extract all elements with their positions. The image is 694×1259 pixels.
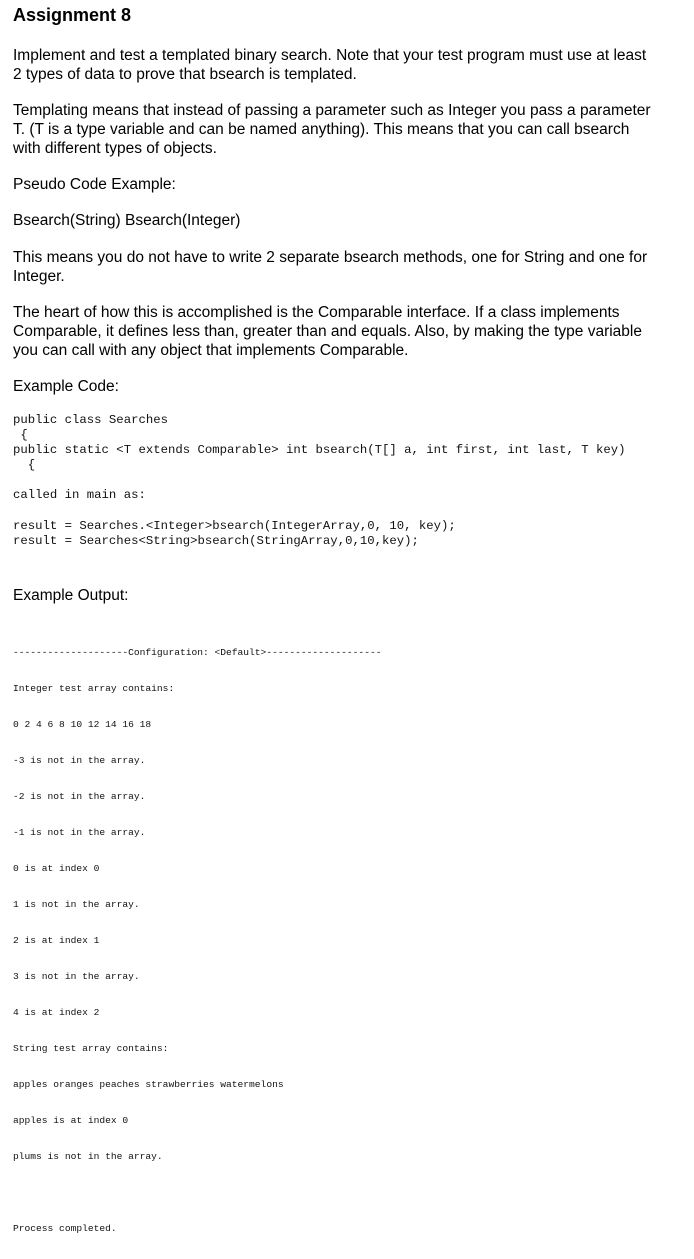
text-line: Templating means that instead of passing a parameter such as Integer you pass a parameter	[13, 102, 651, 119]
example-output-heading	[13, 586, 683, 605]
output-line: -1 is not in the array.	[13, 827, 146, 838]
called-in-main-label: called in main as:	[13, 488, 146, 502]
example-code-heading	[13, 377, 683, 396]
output-line: 1 is not in the array.	[13, 899, 140, 910]
code-line: public class Searches	[13, 413, 168, 427]
page-title: Assignment 8	[13, 5, 132, 25]
comparable-paragraph	[13, 303, 683, 360]
code-line: result = Searches<String>bsearch(StringArray,0,10,key);	[13, 534, 419, 548]
text-line: Bsearch(String) Bsearch(Integer)	[13, 212, 241, 229]
text-line: Integer.	[13, 268, 65, 285]
text-line: Comparable, it defines less than, greater than and equals. Also, by making the type variable	[13, 323, 642, 340]
code-line: {	[13, 428, 28, 442]
output-line: plums is not in the array.	[13, 1151, 163, 1162]
text-line: with different types of objects.	[13, 140, 217, 157]
output-line: String test array contains:	[13, 1043, 169, 1054]
process-completed: Process completed.	[13, 1223, 117, 1234]
text-line: you can call with any object that implements Comparable.	[13, 342, 409, 359]
pseudo-code-line	[13, 211, 683, 230]
code-line: {	[13, 458, 36, 472]
text-line: Example Output:	[13, 587, 129, 604]
text-line: T. (T is a type variable and can be named anything). This means that you can call bsearch	[13, 121, 630, 138]
text-line: Implement and test a templated binary search. Note that your test program must use at least	[13, 47, 647, 64]
code-block-class	[13, 413, 626, 473]
output-line: Integer test array contains:	[13, 683, 175, 694]
output-line: apples oranges peaches strawberries watermelons	[13, 1079, 284, 1090]
output-line: 4 is at index 2	[13, 1007, 100, 1018]
output-line: 0 2 4 6 8 10 12 14 16 18	[13, 719, 152, 730]
output-line: 3 is not in the array.	[13, 971, 140, 982]
text-line: The heart of how this is accomplished is the Comparable interface. If a class implements	[13, 304, 620, 321]
code-line: public static <T extends Comparable> int bsearch(T[] a, int first, int last, T key)	[13, 443, 626, 457]
text-line: 2 types of data to prove that bsearch is templated.	[13, 66, 357, 83]
text-line: This means you do not have to write 2 separate bsearch methods, one for String and one for	[13, 249, 648, 266]
text-line: Pseudo Code Example:	[13, 176, 176, 193]
output-line: 0 is at index 0	[13, 863, 100, 874]
separate-methods-paragraph	[13, 248, 683, 286]
code-line: result = Searches.<Integer>bsearch(IntegerArray,0, 10, key);	[13, 519, 456, 533]
output-line: 2 is at index 1	[13, 935, 100, 946]
output-line: -2 is not in the array.	[13, 791, 146, 802]
output-line: --------------------Configuration: <Default>--------------------	[13, 647, 382, 658]
pseudo-code-heading	[13, 175, 683, 194]
output-line: -3 is not in the array.	[13, 755, 146, 766]
intro-paragraph	[13, 46, 683, 84]
code-block-calls	[13, 519, 456, 549]
text-line: Example Code:	[13, 378, 119, 395]
templating-paragraph	[13, 101, 683, 158]
console-output	[13, 623, 381, 1259]
blank-line	[13, 1187, 381, 1199]
output-line: apples is at index 0	[13, 1115, 129, 1126]
